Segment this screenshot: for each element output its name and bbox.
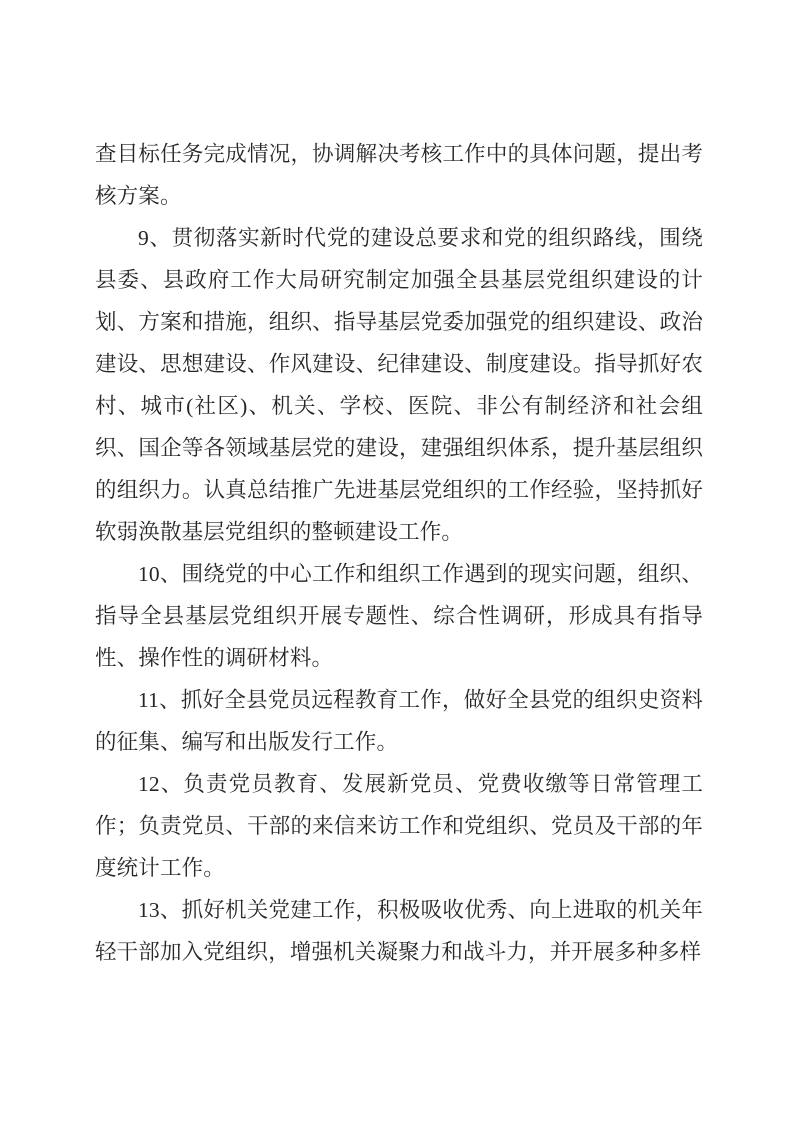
paragraph-item-12: 12、负责党员教育、发展新党员、党费收缴等日常管理工作；负责党员、干部的来信来访工作和党组织、党员及干部的年度统计工作。 bbox=[95, 772, 703, 880]
document-body bbox=[95, 133, 703, 973]
paragraph-item-9: 9、贯彻落实新时代党的建设总要求和党的组织路线，围绕县委、县政府工作大局研究制定加强全县基层党组织建设的计划、方案和措施，组织、指导基层党委加强党的组织建设、政治建设、思想建设、作风建设、纪律建设、制度建设。指导抓好农村、城市(社区)、机关、学校、医院、非公有制经济和社会组织、国企等各领域基层党的建设，建强组织体系，提升基层组织的组织力。认真总结推广先进基层党组织的工作经验，坚持抓好软弱涣散基层党组织的整顿建设工作。 bbox=[95, 226, 703, 544]
paragraph-item-11: 11、抓好全县党员远程教育工作，做好全县党的组织史资料的征集、编写和出版发行工作。 bbox=[95, 688, 703, 754]
paragraph-continuation: 查目标任务完成情况，协调解决考核工作中的具体问题，提出考核方案。 bbox=[95, 142, 703, 208]
paragraph-item-10: 10、围绕党的中心工作和组织工作遇到的现实问题，组织、指导全县基层党组织开展专题性、综合性调研，形成具有指导性、操作性的调研材料。 bbox=[95, 562, 703, 670]
paragraph-item-13: 13、抓好机关党建工作，积极吸收优秀、向上进取的机关年轻干部加入党组织，增强机关凝聚力和战斗力，并开展多种多样 bbox=[95, 898, 703, 964]
